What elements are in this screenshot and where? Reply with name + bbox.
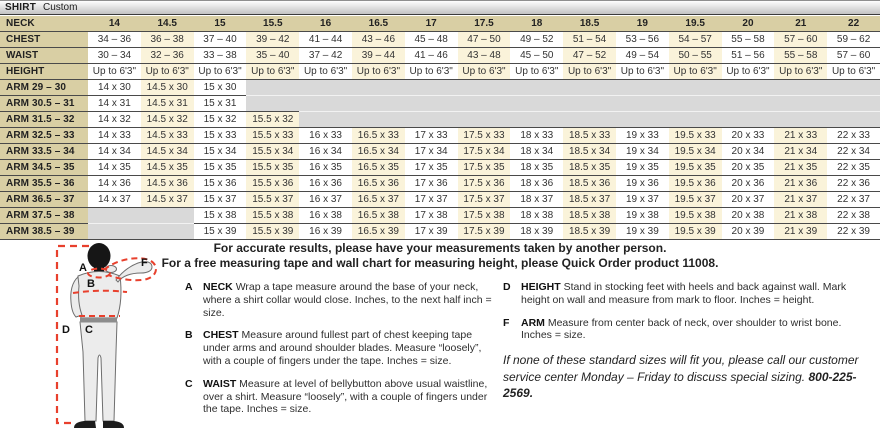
size-cell: 15 x 37 [194,192,247,208]
instruction-letter: D [503,281,511,293]
size-cell: 17.5 x 39 [458,224,511,240]
neck-size-header: 18.5 [563,16,616,32]
size-cell: 14 x 35 [88,160,141,176]
size-cell: 55 – 58 [722,32,775,48]
row-label: ARM 30.5 – 31 [0,96,88,112]
size-cell: 18.5 x 34 [563,144,616,160]
size-cell: 49 – 52 [510,32,563,48]
size-cell: 19.5 x 38 [669,208,722,224]
size-cell: Up to 6'3" [141,64,194,80]
size-cell: Up to 6'3" [405,64,458,80]
neck-row-label: NECK [0,16,88,32]
size-cell: 22 x 35 [827,160,880,176]
size-chart-table [0,16,880,240]
size-cell: 17.5 x 37 [458,192,511,208]
size-cell: 21 x 38 [774,208,827,224]
table-row [0,224,880,240]
size-cell: 15.5 x 33 [246,128,299,144]
instruction-body: HEIGHT Stand in stocking feet with heels and back against wall. Mark height on wall and measure from mark to floor. Inches = height. [521,281,847,306]
size-cell: 17.5 x 33 [458,128,511,144]
instruction-letter: B [185,329,193,342]
table-row [0,112,880,128]
size-cell: 14 x 36 [88,176,141,192]
size-cell: 14.5 x 33 [141,128,194,144]
size-cell: 17.5 x 34 [458,144,511,160]
size-cell: 14 x 32 [88,112,141,128]
size-cell: 15 x 31 [194,96,247,112]
size-cell: 17.5 x 35 [458,160,511,176]
size-cell: 18.5 x 38 [563,208,616,224]
empty-cell [510,112,563,128]
empty-cell [405,96,458,112]
size-cell: 18.5 x 36 [563,176,616,192]
row-label: ARM 32.5 – 33 [0,128,88,144]
size-cell: 15 x 35 [194,160,247,176]
size-cell: 16.5 x 36 [352,176,405,192]
instruction-body: NECK Wrap a tape measure around the base of your neck, where a shirt collar would close. Inches, to the next half inch = size. [203,281,492,319]
size-cell: 18 x 38 [510,208,563,224]
size-cell: 19.5 x 33 [669,128,722,144]
size-cell: 17.5 x 36 [458,176,511,192]
size-cell: Up to 6'3" [827,64,880,80]
row-label: CHEST [0,32,88,48]
row-label: ARM 35.5 – 36 [0,176,88,192]
empty-cell [722,96,775,112]
empty-cell [299,96,352,112]
size-cell: 20 x 37 [722,192,775,208]
size-cell: 14 x 33 [88,128,141,144]
size-cell: 57 – 60 [774,32,827,48]
instruction-letter: C [185,377,193,390]
table-row [0,128,880,144]
empty-cell [88,224,141,240]
size-cell: 15.5 x 37 [246,192,299,208]
size-cell: 21 x 39 [774,224,827,240]
size-cell: 14 x 31 [88,96,141,112]
neck-size-header: 22 [827,16,880,32]
size-cell: 20 x 39 [722,224,775,240]
empty-cell [563,96,616,112]
instruction-letter: A [185,281,193,293]
size-cell: 39 – 42 [246,32,299,48]
measurement-figure-illustration [0,240,180,445]
size-cell: 33 – 38 [194,48,247,64]
size-cell: 59 – 62 [827,32,880,48]
size-cell: 16.5 x 33 [352,128,405,144]
instruction-neck [185,281,497,319]
size-cell: 39 – 44 [352,48,405,64]
right-shoe [103,421,124,428]
size-cell: 15.5 x 39 [246,224,299,240]
size-cell: 19.5 x 39 [669,224,722,240]
empty-cell [352,112,405,128]
size-cell: 57 – 60 [827,48,880,64]
empty-cell [458,80,511,96]
table-row [0,32,880,48]
size-cell: 21 x 33 [774,128,827,144]
size-cell: 16 x 36 [299,176,352,192]
table-row [0,64,880,80]
size-cell: 15.5 x 38 [246,208,299,224]
size-cell: 15.5 x 35 [246,160,299,176]
empty-cell [246,80,299,96]
size-cell: 15 x 33 [194,128,247,144]
customer-service-phone: 800-225-2569. [503,369,857,401]
table-row [0,176,880,192]
size-cell: 47 – 50 [458,32,511,48]
size-cell: 16 x 37 [299,192,352,208]
size-cell: Up to 6'3" [774,64,827,80]
size-cell: 22 x 39 [827,224,880,240]
size-cell: Up to 6'3" [510,64,563,80]
size-cell: 20 x 38 [722,208,775,224]
table-row [0,48,880,64]
size-cell: 18 x 36 [510,176,563,192]
size-cell: 15 x 30 [194,80,247,96]
row-label: WAIST [0,48,88,64]
neck-size-header: 14.5 [141,16,194,32]
table-row [0,192,880,208]
size-cell: 22 x 37 [827,192,880,208]
row-label: ARM 29 – 30 [0,80,88,96]
row-label: ARM 33.5 – 34 [0,144,88,160]
size-cell: 19 x 39 [616,224,669,240]
size-cell: 20 x 36 [722,176,775,192]
size-cell: 45 – 48 [405,32,458,48]
size-cell: 14.5 x 30 [141,80,194,96]
size-cell: Up to 6'3" [669,64,722,80]
notice-line-1: For accurate results, please have your measurements taken by another person. [213,241,667,255]
size-cell: 37 – 40 [194,32,247,48]
figure-label-height: D [62,324,70,336]
size-cell: 18 x 39 [510,224,563,240]
instruction-body: WAIST Measure at level of bellybutton above usual waistline, over a shirt. Measure “loosely”, with a couple of fingers under the tape. Inches = size. [203,377,488,416]
neck-size-header: 21 [774,16,827,32]
empty-cell [510,80,563,96]
size-cell: 16 x 39 [299,224,352,240]
empty-cell [774,96,827,112]
size-cell: 17 x 36 [405,176,458,192]
size-cell: 45 – 50 [510,48,563,64]
size-cell: 21 x 36 [774,176,827,192]
instruction-letter: F [503,316,510,329]
size-cell: 22 x 33 [827,128,880,144]
instruction-waist [185,378,497,416]
size-cell: 15 x 32 [194,112,247,128]
size-cell: 30 – 34 [88,48,141,64]
size-cell: 17 x 35 [405,160,458,176]
instruction-body: CHEST Measure around fullest part of chest keeping tape under arms and around shoulder blades. Measure “loosely”, with a couple of fingers under the tape. Inches = size. [203,329,482,367]
empty-cell [458,112,511,128]
neck-size-header: 17 [405,16,458,32]
size-cell: 15.5 x 34 [246,144,299,160]
size-cell: Up to 6'3" [246,64,299,80]
neck-size-header: 15.5 [246,16,299,32]
empty-cell [774,80,827,96]
empty-cell [299,80,352,96]
size-cell: 14.5 x 37 [141,192,194,208]
size-cell: 34 – 36 [88,32,141,48]
size-cell: 20 x 34 [722,144,775,160]
size-cell: 16.5 x 39 [352,224,405,240]
size-cell: 18 x 34 [510,144,563,160]
size-cell: 54 – 57 [669,32,722,48]
instruction-height [503,281,875,307]
size-cell: Up to 6'3" [299,64,352,80]
page-title: SHIRT [5,2,36,13]
empty-cell [669,96,722,112]
size-cell: 18.5 x 39 [563,224,616,240]
row-label: ARM 31.5 – 32 [0,112,88,128]
size-cell: 22 x 38 [827,208,880,224]
size-cell: 16 x 33 [299,128,352,144]
page-subtitle: Custom [43,2,78,13]
empty-cell [827,96,880,112]
size-cell: 43 – 46 [352,32,405,48]
figure-label-chest: B [87,278,95,290]
size-cell: 50 – 55 [669,48,722,64]
size-cell: Up to 6'3" [563,64,616,80]
empty-cell [669,112,722,128]
size-cell: 15.5 x 36 [246,176,299,192]
size-cell: 14 x 30 [88,80,141,96]
empty-cell [774,112,827,128]
size-cell: Up to 6'3" [352,64,405,80]
size-cell: 14 x 34 [88,144,141,160]
size-cell: 16 x 38 [299,208,352,224]
size-cell: 19.5 x 36 [669,176,722,192]
legs [80,322,117,421]
size-cell: 14 x 37 [88,192,141,208]
figure-label-waist: C [85,324,93,336]
neck-size-header: 14 [88,16,141,32]
size-cell: 18 x 33 [510,128,563,144]
table-row [0,96,880,112]
size-cell: 55 – 58 [774,48,827,64]
empty-cell [458,96,511,112]
size-cell: 19 x 38 [616,208,669,224]
empty-cell [299,112,352,128]
neck-size-header: 16.5 [352,16,405,32]
instruction-arm [503,317,875,343]
table-row [0,80,880,96]
head [88,243,111,269]
size-cell: Up to 6'3" [88,64,141,80]
size-cell: 22 x 34 [827,144,880,160]
size-cell: 15.5 x 32 [246,112,299,128]
size-cell: 18.5 x 33 [563,128,616,144]
empty-cell [510,96,563,112]
empty-cell [616,80,669,96]
left-shoe [74,421,96,428]
size-cell: 19 x 35 [616,160,669,176]
size-cell: 14.5 x 32 [141,112,194,128]
instruction-chest [185,329,497,367]
figure-label-neck: A [79,262,87,274]
size-cell: 49 – 54 [616,48,669,64]
size-cell: 17 x 39 [405,224,458,240]
size-cell: 21 x 34 [774,144,827,160]
size-cell: Up to 6'3" [722,64,775,80]
special-sizing-note: If none of these standard sizes will fit you, please call our customer service center Monday – Friday to discuss special sizing. 800-225-2569. [503,353,859,401]
empty-cell [669,80,722,96]
neck-header-row [0,16,880,32]
titlebar [0,0,880,15]
size-cell: 20 x 33 [722,128,775,144]
size-cell: 19.5 x 37 [669,192,722,208]
size-cell: 16.5 x 38 [352,208,405,224]
empty-cell [405,80,458,96]
size-cell: 16.5 x 34 [352,144,405,160]
size-cell: Up to 6'3" [458,64,511,80]
empty-cell [246,96,299,112]
size-cell: 17 x 37 [405,192,458,208]
empty-cell [141,208,194,224]
size-cell: 19 x 33 [616,128,669,144]
size-cell: 17 x 34 [405,144,458,160]
empty-cell [352,80,405,96]
size-cell: 21 x 35 [774,160,827,176]
size-cell: 15 x 36 [194,176,247,192]
size-cell: 21 x 37 [774,192,827,208]
size-cell: 19 x 34 [616,144,669,160]
empty-cell [141,224,194,240]
neck-size-header: 15 [194,16,247,32]
size-cell: 20 x 35 [722,160,775,176]
table-row [0,160,880,176]
size-cell: 51 – 56 [722,48,775,64]
instructions-left-column [185,281,497,426]
neck-size-header: 17.5 [458,16,511,32]
size-cell: 53 – 56 [616,32,669,48]
size-cell: 14.5 x 34 [141,144,194,160]
size-cell: 43 – 48 [458,48,511,64]
size-cell: 51 – 54 [563,32,616,48]
neck-size-header: 16 [299,16,352,32]
size-cell: 14.5 x 31 [141,96,194,112]
size-cell: 17.5 x 38 [458,208,511,224]
size-cell: 41 – 46 [405,48,458,64]
neck-size-header: 19 [616,16,669,32]
waistband [80,318,117,323]
row-label: ARM 38.5 – 39 [0,224,88,240]
size-cell: 15 x 38 [194,208,247,224]
table-row [0,144,880,160]
size-cell: 14.5 x 36 [141,176,194,192]
size-cell: 15 x 34 [194,144,247,160]
size-cell: 37 – 42 [299,48,352,64]
figure-label-arm: F [141,257,148,269]
size-cell: Up to 6'3" [616,64,669,80]
size-cell: 16 x 35 [299,160,352,176]
size-cell: 19 x 36 [616,176,669,192]
notice-line-2: For a free measuring tape and wall chart for measuring height, please Quick Order product 11008. [161,256,719,270]
size-cell: 19.5 x 35 [669,160,722,176]
row-label: HEIGHT [0,64,88,80]
size-cell: 35 – 40 [246,48,299,64]
empty-cell [616,96,669,112]
row-label: ARM 36.5 – 37 [0,192,88,208]
size-cell: 14.5 x 35 [141,160,194,176]
instructions-right-column [503,281,875,402]
empty-cell [827,80,880,96]
row-label: ARM 34.5 – 35 [0,160,88,176]
empty-cell [616,112,669,128]
size-cell: 17 x 38 [405,208,458,224]
size-cell: 19.5 x 34 [669,144,722,160]
size-cell: 18.5 x 35 [563,160,616,176]
size-cell: 32 – 36 [141,48,194,64]
neck-size-header: 20 [722,16,775,32]
size-cell: 15 x 39 [194,224,247,240]
neck-size-header: 18 [510,16,563,32]
size-cell: 18 x 35 [510,160,563,176]
empty-cell [722,80,775,96]
size-cell: 47 – 52 [563,48,616,64]
row-label: ARM 37.5 – 38 [0,208,88,224]
empty-cell [563,112,616,128]
empty-cell [827,112,880,128]
size-cell: 22 x 36 [827,176,880,192]
empty-cell [722,112,775,128]
empty-cell [352,96,405,112]
size-cell: 16.5 x 37 [352,192,405,208]
size-cell: 17 x 33 [405,128,458,144]
size-cell: 19 x 37 [616,192,669,208]
empty-cell [563,80,616,96]
size-cell: 16.5 x 35 [352,160,405,176]
empty-cell [88,208,141,224]
instruction-body: ARM Measure from center back of neck, over shoulder to wrist bone. Inches = size. [521,316,842,342]
size-cell: 36 – 38 [141,32,194,48]
table-row [0,208,880,224]
size-cell: 18.5 x 37 [563,192,616,208]
size-cell: Up to 6'3" [194,64,247,80]
size-cell: 16 x 34 [299,144,352,160]
size-cell: 18 x 37 [510,192,563,208]
size-cell: 41 – 44 [299,32,352,48]
neck-size-header: 19.5 [669,16,722,32]
empty-cell [405,112,458,128]
